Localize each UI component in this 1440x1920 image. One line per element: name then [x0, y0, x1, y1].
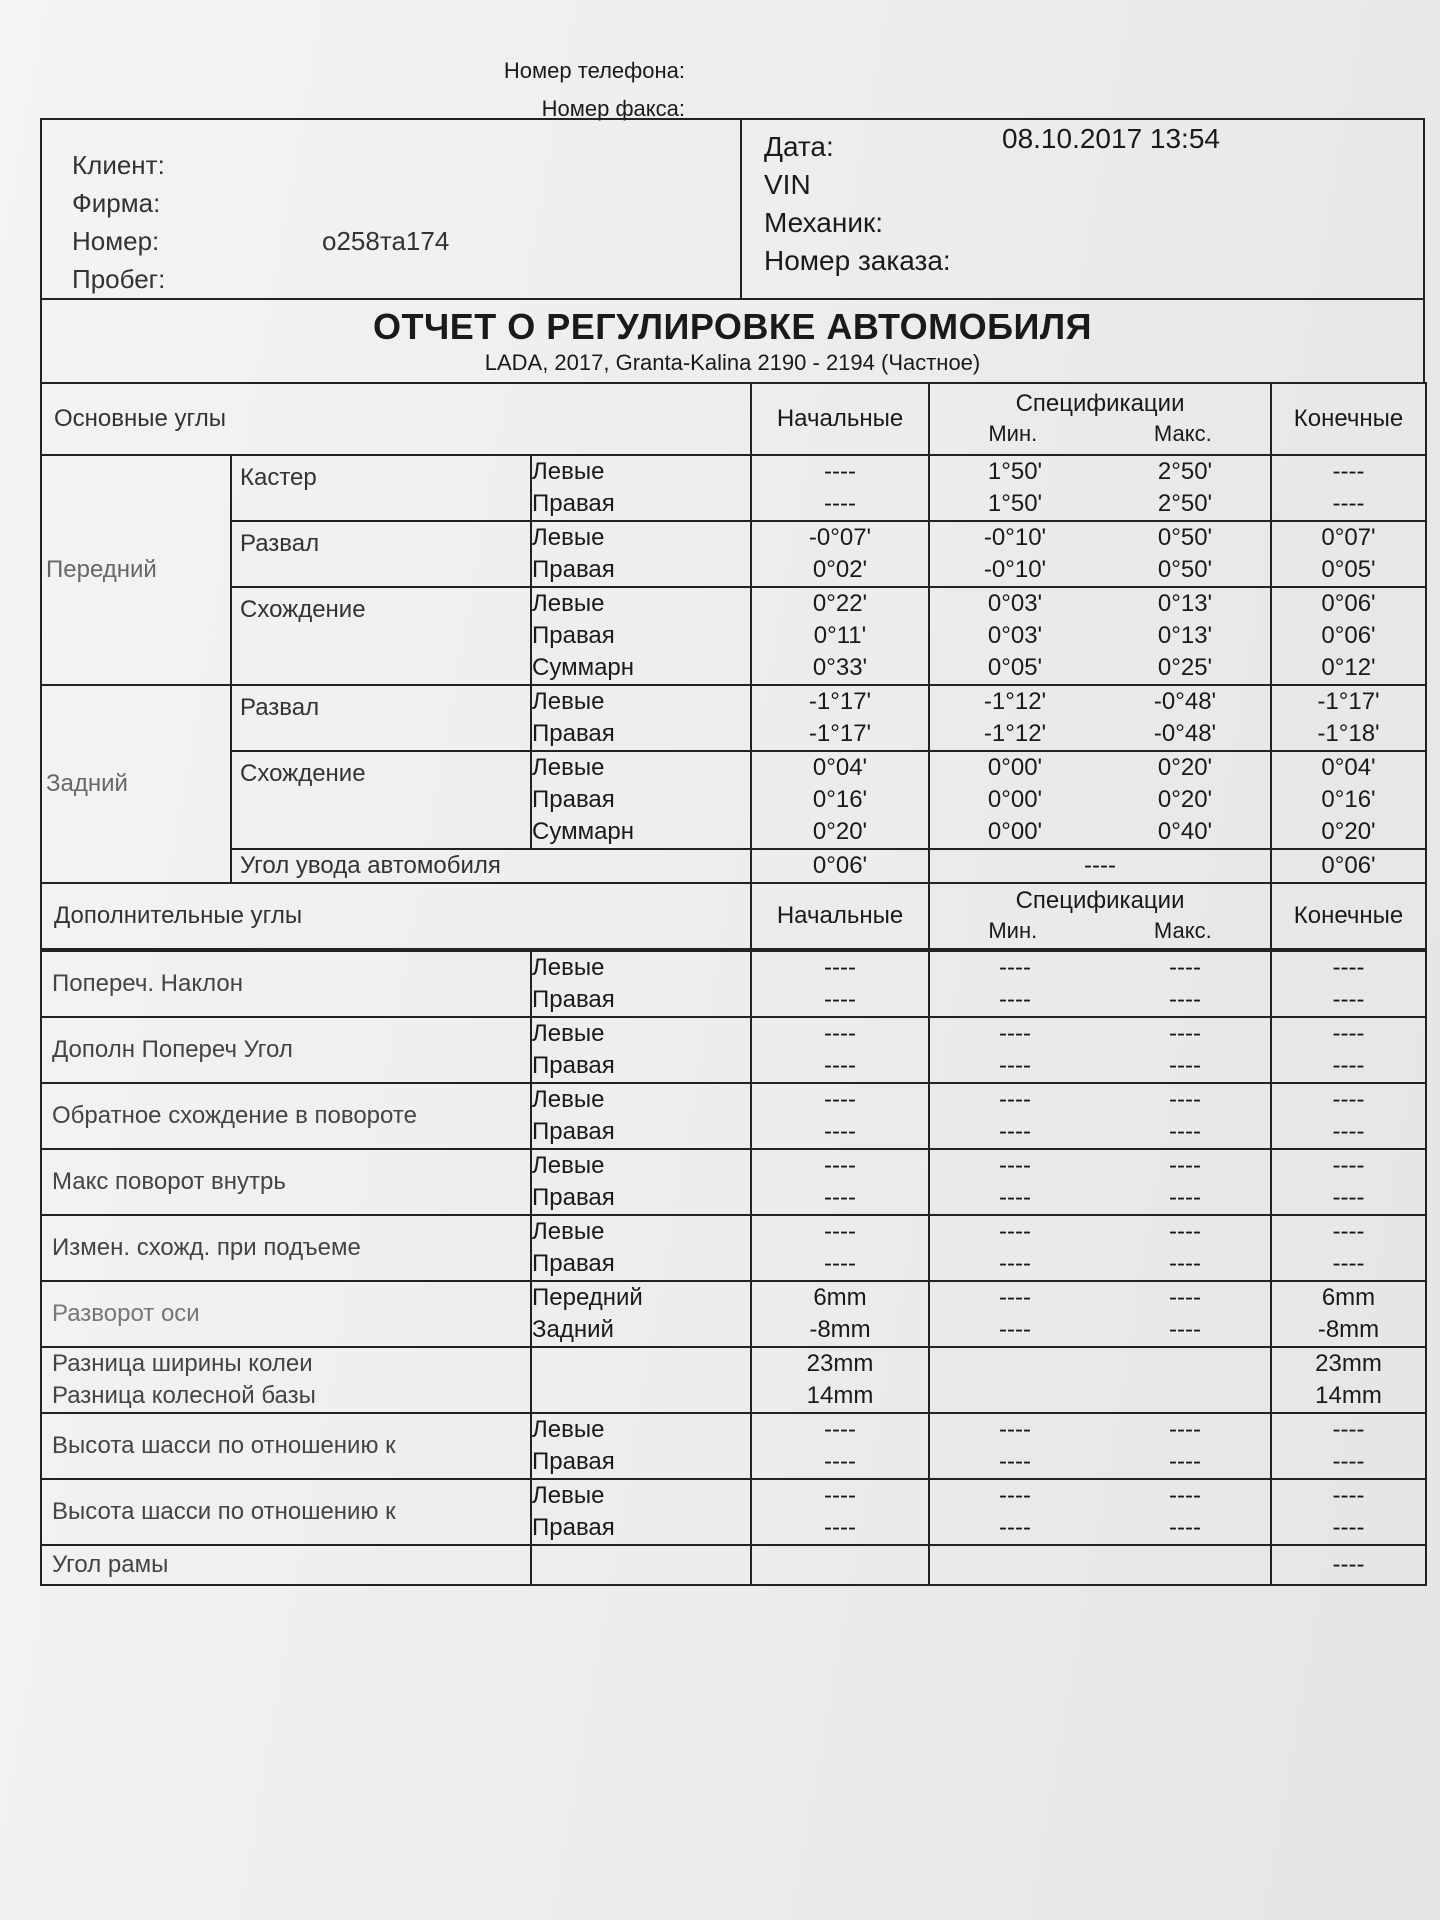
table-cell-value: Левые: [532, 1020, 605, 1047]
frame-angle-final: [1271, 1545, 1426, 1585]
table-cell-value: 0°16': [812, 786, 868, 813]
table-cell-value: 23mm: [1315, 1350, 1382, 1377]
table-cell-value: ----: [1332, 1184, 1365, 1211]
table-cell-value: ----: [1169, 1052, 1201, 1079]
report-title-box: [40, 298, 1425, 382]
table-cell-value: ----: [1169, 1448, 1201, 1475]
table-cell-value: 0°04': [1321, 754, 1376, 781]
order-number-label: Номер заказа:: [764, 245, 951, 276]
contact-block: [0, 52, 700, 128]
table-cell-value: 0°25': [1157, 654, 1213, 681]
toe-out-label: Обратное схождение в повороте: [41, 1083, 531, 1149]
table-cell-value: 0°07': [1321, 524, 1376, 551]
table-cell-value: ----: [1169, 1184, 1201, 1211]
table-cell-value: ----: [1169, 1020, 1201, 1047]
table-cell-value: 0°20': [1157, 786, 1213, 813]
table-cell: [531, 1413, 751, 1479]
table-cell-value: 0°00': [987, 754, 1043, 781]
table-cell-value: ----: [1332, 1152, 1365, 1179]
table-cell-value: ----: [1332, 1218, 1365, 1245]
client-label: Клиент:: [72, 150, 165, 180]
table-cell-value: ----: [1332, 1514, 1365, 1541]
table-cell: [929, 1479, 1271, 1545]
table-cell: [751, 1017, 929, 1083]
front-camber-initial: [751, 521, 929, 587]
table-cell-value: Левые: [532, 590, 605, 617]
front-axle-label: Передний: [41, 455, 231, 685]
table-cell-value: 0°40': [1157, 818, 1213, 845]
table-cell-value: ----: [999, 1184, 1031, 1211]
rear-toe-final: [1271, 751, 1426, 849]
table-cell-value: Разница ширины колеи: [52, 1350, 313, 1377]
front-camber-spec: [929, 521, 1271, 587]
table-cell-value: 0°13': [1157, 622, 1213, 649]
caster-initial: [751, 455, 929, 521]
mileage-label: Пробег:: [72, 264, 166, 294]
table-cell-value: Правая: [532, 1250, 615, 1277]
table-cell-value: ----: [1332, 1551, 1365, 1578]
table-cell-value: ----: [999, 986, 1031, 1013]
table-cell-value: 0°22': [812, 590, 868, 617]
table-cell: [751, 1215, 929, 1281]
front-camber-label: Развал: [231, 521, 531, 587]
table-cell: [531, 1545, 751, 1585]
thrust-spec: [929, 849, 1271, 883]
table-cell: [751, 1149, 929, 1215]
table-cell: [531, 1083, 751, 1149]
rear-camber-sides: [531, 685, 751, 751]
caster-final: [1271, 455, 1426, 521]
table-cell: [531, 951, 751, 1017]
table-cell-value: ----: [1084, 852, 1117, 879]
table-cell-value: ----: [824, 1052, 856, 1079]
table-cell-value: ----: [1169, 1118, 1201, 1145]
rear-camber-initial: [751, 685, 929, 751]
table-cell-value: ----: [999, 1482, 1031, 1509]
main-section-title: Основные углы: [41, 383, 751, 455]
table-cell-value: ----: [1332, 1086, 1365, 1113]
table-cell-value: ----: [1332, 1052, 1365, 1079]
table-cell-value: 0°06': [812, 852, 868, 879]
extra-angles-table: [40, 950, 1427, 1586]
table-cell-value: ----: [999, 1086, 1031, 1113]
table-cell-value: ----: [824, 1218, 856, 1245]
table-cell: [751, 951, 929, 1017]
initial-header: Начальные: [751, 383, 929, 455]
table-cell: [1271, 1479, 1426, 1545]
table-cell: [1271, 1017, 1426, 1083]
date-label: Дата:: [764, 131, 834, 162]
table-cell-value: 0°12': [1321, 654, 1376, 681]
table-cell-value: ----: [1169, 1152, 1201, 1179]
table-cell-value: 0°03': [987, 590, 1043, 617]
side-right: Правая: [532, 490, 615, 517]
specs-header-label: Спецификации: [1015, 390, 1185, 417]
caster-sides: [531, 455, 751, 521]
table-cell-value: Суммарн: [532, 654, 635, 681]
extra-section-title: Дополнительные углы: [41, 883, 751, 949]
table-cell-value: ----: [1332, 986, 1365, 1013]
table-cell-value: ----: [824, 1482, 856, 1509]
table-cell: [531, 1149, 751, 1215]
table-cell-value: 2°50': [1157, 458, 1213, 485]
table-cell-value: -0°48': [1153, 688, 1217, 715]
table-cell-value: -0°48': [1153, 720, 1217, 747]
table-cell-value: ----: [1169, 1250, 1201, 1277]
table-cell-value: ----: [999, 1020, 1031, 1047]
rear-toe-label: Схождение: [231, 751, 531, 849]
main-angles-table: [40, 382, 1427, 950]
table-cell-value: 0°00': [987, 786, 1043, 813]
table-cell-value: Правая: [532, 1448, 615, 1475]
ride-height-2-label: Высота шасси по отношению к: [41, 1479, 531, 1545]
table-cell: [929, 1347, 1271, 1413]
max-header: Макс.: [1153, 421, 1212, 446]
table-cell-value: -0°10': [983, 524, 1047, 551]
table-cell-value: Правая: [532, 986, 615, 1013]
table-cell-value: ----: [824, 1416, 856, 1443]
table-cell-value: ----: [824, 1086, 856, 1113]
table-cell-value: 0°50': [1157, 556, 1213, 583]
rear-camber-final: [1271, 685, 1426, 751]
table-cell-value: ----: [999, 1416, 1031, 1443]
table-cell: [751, 1347, 929, 1413]
extra-final-header: Конечные: [1271, 883, 1426, 949]
table-cell-value: ----: [1169, 986, 1201, 1013]
table-cell-value: ----: [999, 1284, 1031, 1311]
table-cell-value: 23mm: [806, 1350, 874, 1377]
table-cell-value: -1°12': [983, 688, 1047, 715]
number-label: Номер:: [72, 226, 160, 256]
fax-label: Номер факса:: [541, 96, 685, 121]
min-header: Мин.: [988, 421, 1038, 446]
firm-label: Фирма:: [72, 188, 161, 218]
table-cell-value: 6mm: [813, 1284, 867, 1311]
table-cell-value: ----: [999, 1052, 1031, 1079]
front-camber-final: [1271, 521, 1426, 587]
report-title: ОТЧЕТ О РЕГУЛИРОВКЕ АВТОМОБИЛЯ: [372, 306, 1092, 347]
cross-tilt-label: Попереч. Наклон: [41, 951, 531, 1017]
table-cell-value: 0°20': [1321, 818, 1376, 845]
vehicle-subtitle: LADA, 2017, Granta-Kalina 2190 - 2194 (Частное): [484, 350, 981, 375]
table-cell-value: Передний: [532, 1284, 643, 1311]
table-cell-value: Левые: [532, 688, 605, 715]
table-cell-value: -8mm: [809, 1316, 871, 1343]
table-cell-value: Левые: [532, 754, 605, 781]
table-cell: [531, 1017, 751, 1083]
rear-toe-initial: [751, 751, 929, 849]
caster-label: Кастер: [231, 455, 531, 521]
front-toe-sides: [531, 587, 751, 685]
table-cell-value: 0°11': [813, 622, 867, 649]
rear-camber-spec: [929, 685, 1271, 751]
bump-steer-label: Измен. схожд. при подъеме: [41, 1215, 531, 1281]
specs-header: [929, 383, 1271, 455]
table-cell-value: ----: [824, 1184, 856, 1211]
table-cell-value: ----: [999, 1448, 1031, 1475]
table-cell-value: ----: [999, 1152, 1031, 1179]
table-cell-value: ----: [1332, 1118, 1365, 1145]
table-cell-value: ----: [1169, 1514, 1201, 1541]
header-grid: [40, 118, 1425, 298]
table-cell-value: 14mm: [806, 1382, 874, 1409]
table-cell: [531, 1479, 751, 1545]
table-cell-value: ----: [1169, 1316, 1201, 1343]
inc-angle-label: Дополн Попереч Угол: [41, 1017, 531, 1083]
table-cell-value: Правая: [532, 786, 615, 813]
table-cell-value: Левые: [532, 1152, 605, 1179]
table-cell-value: 0°05': [987, 654, 1043, 681]
table-cell-value: ----: [1332, 1250, 1365, 1277]
table-cell-value: Правая: [532, 1184, 615, 1211]
date-value: 08.10.2017 13:54: [1002, 123, 1220, 154]
table-cell-value: ----: [999, 1250, 1031, 1277]
table-cell-value: ----: [1169, 1482, 1201, 1509]
table-cell-value: ----: [824, 1118, 856, 1145]
table-cell-value: ----: [824, 1448, 856, 1475]
table-cell-value: ----: [999, 1514, 1031, 1541]
table-cell-value: Задний: [532, 1316, 614, 1343]
table-cell-value: 0°06': [1321, 852, 1376, 879]
table-cell-value: ----: [824, 458, 857, 485]
table-cell-value: ----: [1169, 954, 1201, 981]
table-cell: [929, 951, 1271, 1017]
table-cell-value: 0°02': [812, 556, 868, 583]
table-cell: [929, 1413, 1271, 1479]
phone-label: Номер телефона:: [503, 58, 685, 83]
table-cell-value: Левые: [532, 524, 605, 551]
table-cell-value: -1°18': [1317, 720, 1380, 747]
table-cell-value: 2°50': [1157, 490, 1213, 517]
table-cell-value: ----: [824, 1020, 856, 1047]
table-cell: [929, 1545, 1271, 1585]
setback-label: Разворот оси: [41, 1281, 531, 1347]
table-cell: [751, 1545, 929, 1585]
table-cell: [929, 1149, 1271, 1215]
table-cell-value: 0°50': [1157, 524, 1213, 551]
table-cell-value: Разница колесной базы: [52, 1382, 316, 1409]
front-camber-sides: [531, 521, 751, 587]
table-cell-value: ----: [1332, 1448, 1365, 1475]
thrust-initial: [751, 849, 929, 883]
front-toe-label: Схождение: [231, 587, 531, 685]
table-cell-value: 0°03': [987, 622, 1043, 649]
table-cell: [531, 1347, 751, 1413]
table-cell-value: 1°50': [987, 490, 1043, 517]
table-cell-value: Суммарн: [532, 818, 635, 845]
table-cell-value: -1°12': [983, 720, 1047, 747]
diff-labels: [41, 1347, 531, 1413]
table-cell-value: ----: [999, 1118, 1031, 1145]
report-frame: [40, 118, 1425, 1586]
table-cell-value: 0°13': [1157, 590, 1213, 617]
table-cell-value: Правая: [532, 556, 615, 583]
table-cell: [751, 1083, 929, 1149]
table-cell: [751, 1281, 929, 1347]
side-left: Левые: [532, 458, 605, 485]
table-cell-value: -0°10': [983, 556, 1047, 583]
table-cell-value: 0°20': [812, 818, 868, 845]
table-cell-value: 0°00': [987, 818, 1043, 845]
table-cell-value: 14mm: [1315, 1382, 1382, 1409]
table-cell-value: ----: [1332, 1482, 1365, 1509]
table-cell-value: Левые: [532, 1416, 605, 1443]
extra-specs-header: [929, 883, 1271, 949]
table-cell-value: Левые: [532, 1218, 605, 1245]
table-cell-value: 0°16': [1321, 786, 1376, 813]
table-cell: [751, 1479, 929, 1545]
table-cell: [929, 1281, 1271, 1347]
table-cell-value: ----: [1332, 1416, 1365, 1443]
number-value: o258та174: [322, 226, 450, 256]
table-cell-value: Левые: [532, 954, 605, 981]
final-header: Конечные: [1271, 383, 1426, 455]
mechanic-label: Механик:: [764, 207, 883, 238]
table-cell-value: ----: [824, 1250, 856, 1277]
table-cell-value: 0°05': [1321, 556, 1376, 583]
table-cell: [1271, 1347, 1426, 1413]
extra-max-header: Макс.: [1153, 918, 1212, 943]
table-cell-value: ----: [824, 1514, 856, 1541]
table-cell-value: 0°06': [1321, 622, 1376, 649]
front-toe-final: [1271, 587, 1426, 685]
rear-axle-label: Задний: [41, 685, 231, 883]
order-block: [742, 120, 1423, 298]
table-cell-value: 0°33': [812, 654, 868, 681]
extra-min-header: Мин.: [988, 918, 1038, 943]
table-cell-value: ----: [1332, 1020, 1365, 1047]
table-cell-value: ----: [824, 490, 857, 517]
table-cell-value: Левые: [532, 1086, 605, 1113]
table-cell-value: ----: [1169, 1416, 1201, 1443]
table-cell: [1271, 1413, 1426, 1479]
table-cell-value: 6mm: [1321, 1284, 1376, 1311]
table-cell: [1271, 1149, 1426, 1215]
rear-toe-spec: [929, 751, 1271, 849]
thrust-angle-label: Угол увода автомобиля: [231, 849, 751, 883]
table-cell-value: 0°04': [812, 754, 868, 781]
table-cell: [929, 1215, 1271, 1281]
client-block: [42, 120, 742, 298]
table-cell-value: ----: [999, 1218, 1031, 1245]
table-cell-value: ----: [1332, 954, 1365, 981]
table-cell-value: Правая: [532, 1118, 615, 1145]
table-cell: [1271, 1215, 1426, 1281]
table-cell-value: 0°20': [1157, 754, 1213, 781]
rear-camber-label: Развал: [231, 685, 531, 751]
front-toe-spec: [929, 587, 1271, 685]
table-cell-value: ----: [999, 1316, 1031, 1343]
table-cell: [1271, 1083, 1426, 1149]
table-cell: [1271, 951, 1426, 1017]
extra-initial-header: Начальные: [751, 883, 929, 949]
table-cell-value: ----: [999, 954, 1031, 981]
table-cell-value: ----: [824, 986, 856, 1013]
table-cell-value: 0°06': [1321, 590, 1376, 617]
table-cell-value: Правая: [532, 720, 615, 747]
table-cell-value: Правая: [532, 1514, 615, 1541]
table-cell-value: -1°17': [808, 688, 872, 715]
extra-specs-label: Спецификации: [1015, 887, 1185, 914]
table-cell-value: ----: [1332, 458, 1365, 485]
table-cell: [929, 1017, 1271, 1083]
caster-spec: [929, 455, 1271, 521]
front-toe-initial: [751, 587, 929, 685]
table-cell-value: Правая: [532, 1052, 615, 1079]
table-cell-value: -1°17': [1317, 688, 1380, 715]
table-cell: [1271, 1281, 1426, 1347]
table-cell-value: ----: [1332, 490, 1365, 517]
table-cell-value: -0°07': [808, 524, 872, 551]
table-cell: [751, 1413, 929, 1479]
table-cell-value: Правая: [532, 622, 615, 649]
table-cell-value: ----: [824, 1152, 856, 1179]
table-cell-value: -1°17': [808, 720, 872, 747]
vin-label: VIN: [764, 169, 811, 200]
table-cell-value: ----: [824, 954, 856, 981]
frame-angle-label: Угол рамы: [41, 1545, 531, 1585]
table-cell-value: ----: [1169, 1218, 1201, 1245]
table-cell: [929, 1083, 1271, 1149]
table-cell: [531, 1281, 751, 1347]
table-cell-value: ----: [1169, 1284, 1201, 1311]
table-cell-value: ----: [1169, 1086, 1201, 1113]
rear-toe-sides: [531, 751, 751, 849]
table-cell: [531, 1215, 751, 1281]
thrust-final: [1271, 849, 1426, 883]
table-cell-value: 1°50': [987, 458, 1043, 485]
table-cell-value: -8mm: [1317, 1316, 1380, 1343]
table-cell-value: Левые: [532, 1482, 605, 1509]
ride-height-1-label: Высота шасси по отношению к: [41, 1413, 531, 1479]
max-turn-label: Макс поворот внутрь: [41, 1149, 531, 1215]
